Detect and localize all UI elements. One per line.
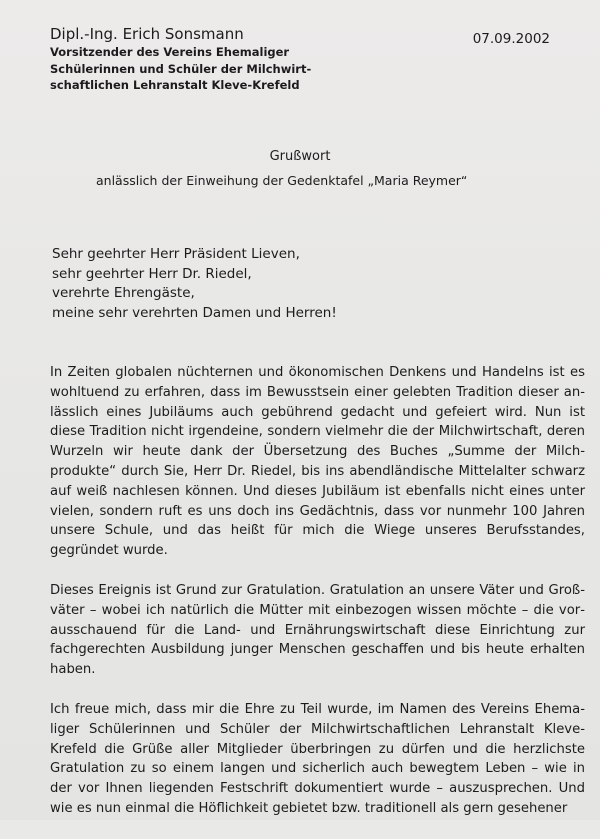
body-paragraph: Ich freue mich, dass mir die Ehre zu Teil wurde, im Namen des Vereins Ehemaliger Schülerinnen und Schüler der Milchwirtschaftlichen Lehranstalt Kleve-Krefeld die Grüße aller Mitglieder überbringen zu dürfen und die herzlichste Gratulation zu so einem langen und sicherlich auch bewegtem Leben – wie in der vor Ihnen liegenden Festschrift dokumentiert wurde – auszusprechen. Und wie es nun einmal die Höflichkeit gebietet bzw. traditionell als gern gesehener [50, 701, 585, 816]
letter-subheading: anlässlich der Einweihung der Gedenktafel „Maria Reymer“ [96, 173, 468, 188]
salutation-line: Sehr geehrter Herr Präsident Lieven, [52, 246, 300, 262]
salutation-line: meine sehr verehrten Damen und Herren! [52, 304, 337, 321]
salutation-line: verehrte Ehrengäste, [52, 285, 195, 301]
body-paragraph: In Zeiten globalen nüchternen und ökonomischen Denkens und Handelns ist es wohltuend zu erfahren, dass im Bewusstsein einer gelebten Tradition dieser anlässlich eines Jubiläums auch gebührend gedacht und gefeiert wird. Nun ist diese Tradition nicht irgendeine, sondern vielmehr die der Milchwirtschaft, deren Wurzeln wir heute dank der Übersetzung des Buches „Summe der Milchprodukte“ durch Sie, Herr Dr. Riedel, bis ins abendländische Mittelalter schwarz auf weiß nachlesen können. Und dieses Jubiläum ist ebenfalls nicht eines unter vielen, sondern ruft es uns doch ins Gedächtnis, dass vor nunmehr 100 Jahren unsere Schule, und das heißt für mich die Wiege unseres Berufsstandes, gegründet wurde. [50, 365, 585, 559]
sender-name: Dipl.-Ing. Erich Sonsmann [50, 25, 244, 43]
sender-role-line: schaftlichen Lehranstalt Kleve-Krefeld [50, 78, 300, 92]
body-paragraph: Dieses Ereignis ist Grund zur Gratulation. Gratulation an unsere Väter und Großväter – wobei ich natürlich die Mütter mit einbezogen wissen möchte – die vorausschauend für die Land- und Ernährungswirtschaft diese Einrichtung zur fachgerechten Ausbildung junger Menschen geschaffen und bis heute erhalten haben. [50, 582, 585, 678]
letter-heading: Grußwort [269, 149, 331, 164]
salutation-block [52, 245, 452, 323]
sender-role-line: Vorsitzender des Vereins Ehemaliger [50, 45, 290, 59]
letter-date: 07.09.2002 [472, 31, 550, 47]
sender-block [50, 25, 350, 94]
salutation-line: sehr geehrter Herr Dr. Riedel, [52, 265, 252, 282]
sender-role-line: Schülerinnen und Schüler der Milchwirt- [50, 61, 312, 76]
letter-body [50, 363, 585, 839]
